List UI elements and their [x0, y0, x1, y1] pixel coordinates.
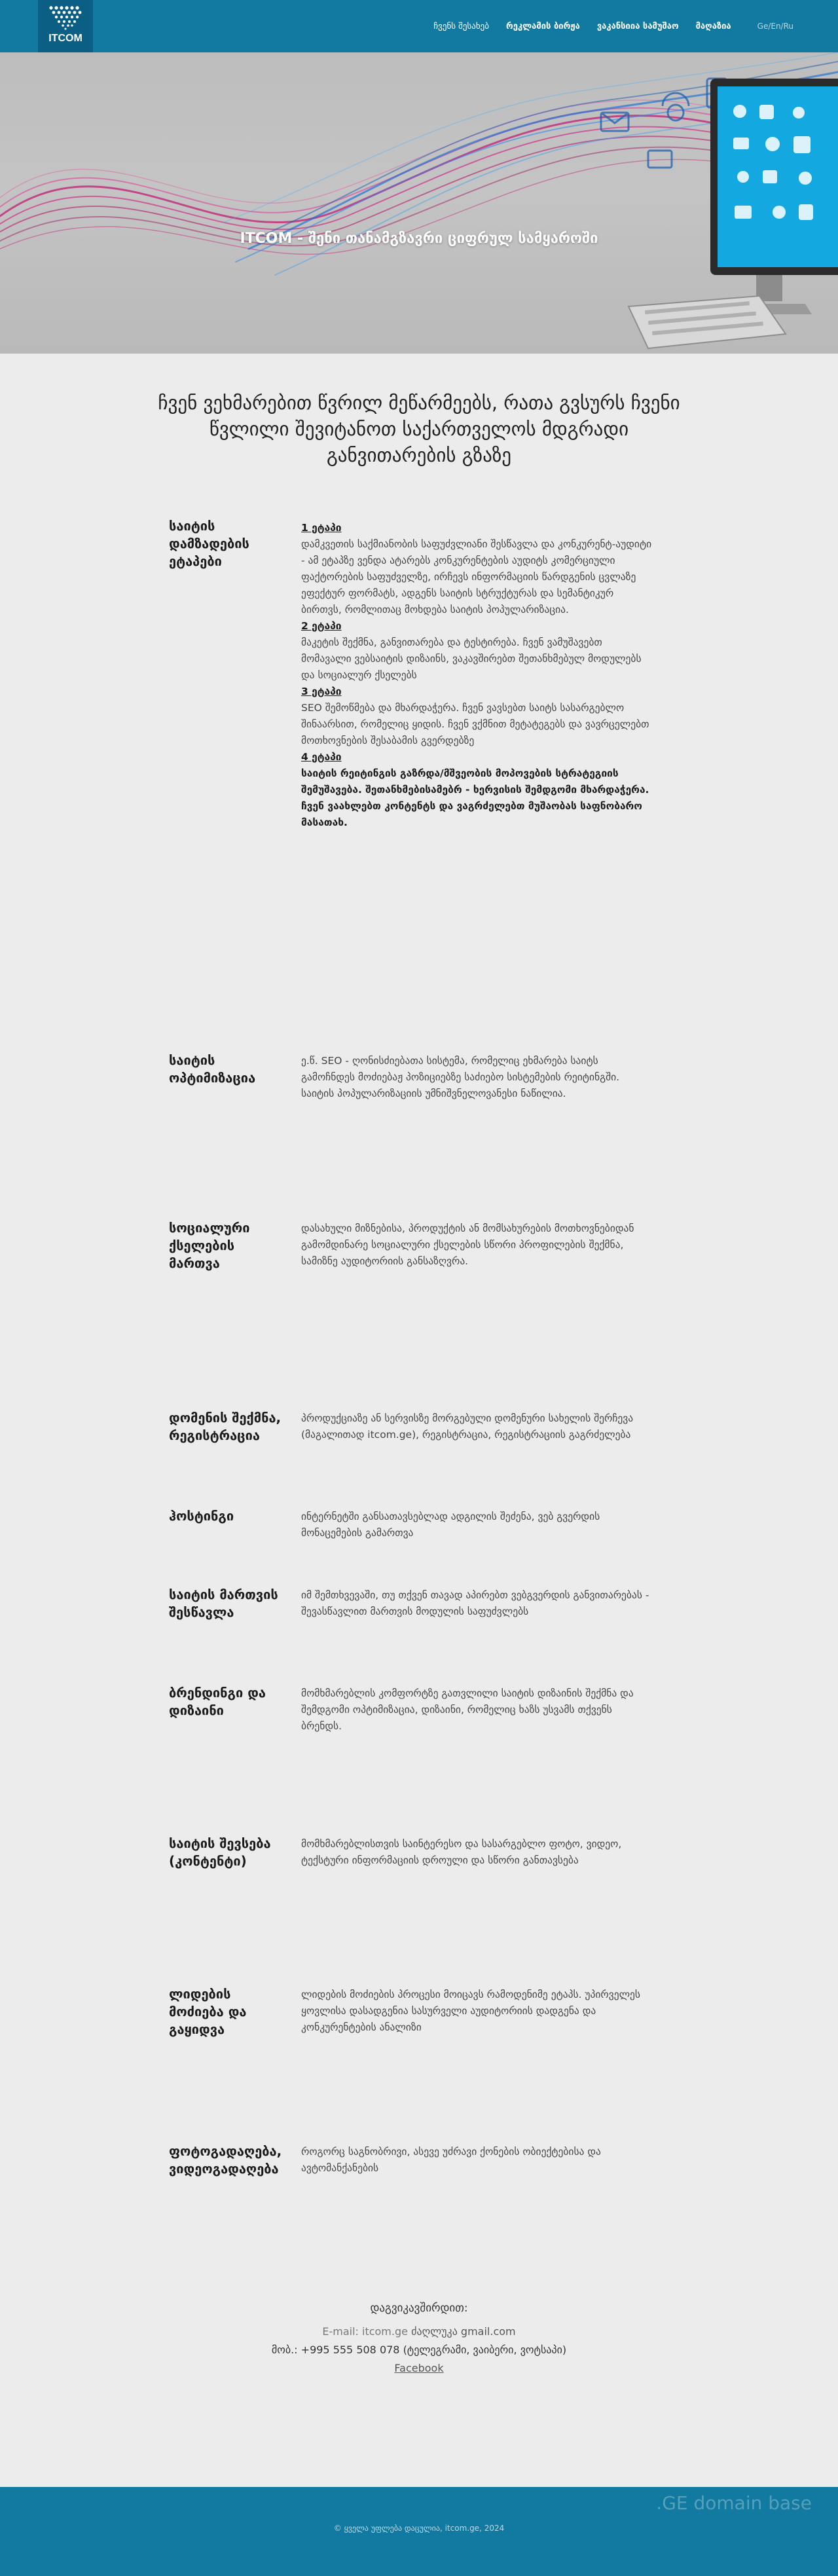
email-prefix: E-mail: itcom.ge: [322, 2325, 408, 2338]
email-domain: gmail.com: [460, 2325, 516, 2338]
nav-vacancies[interactable]: ვაკანსიია სამუშაო: [596, 21, 679, 31]
stage-2-text: მაკეტის შექმნა, განვითარება და ტესტირება. ჩვენ ვამუშავებთ მომავალი ვებსაიტის დიზაინს, ვაკავშირებთ შეთანხმებულ მოდულებს და სოციალურ ქსელებს: [301, 636, 642, 681]
hero-waves-illustration: [0, 52, 838, 354]
section-body: ე.წ. SEO - ღონისძიებათა სისტემა, რომელიც ეხმარება საიტს გამოჩნდეს მოძიებაჟ პოზიციებზე საძიებო სისტემების რეიტინგში. საიტის პოპულარიზაციის უმნიშვნელოვანესი ნაწილია.: [301, 1055, 620, 1099]
logo-globe-icon: [46, 4, 85, 31]
main-nav: [433, 0, 793, 52]
contact-email: [0, 2323, 838, 2341]
stage-3-text: SEO შემოწმება და მხარდაჭერა. ჩვენ ვავსებთ საიტს სასარგებლო შინაარსით, რომელიც ყიდის. ჩვენ ვქმნით მეტატეგებს და ვავრცელებთ მოთხოვნების შესაბამის გვერდებზე: [301, 702, 649, 746]
section-title: საიტის ოპტიმიზაცია: [169, 1052, 256, 1086]
stage-1-label: 1 ეტაპი: [301, 522, 342, 534]
monitor-illustration: [628, 79, 838, 348]
section-body: როგორც საგნობრივი, ასევე უძრავი ქონების ობიექტებისა და ავტომანქანების: [301, 2146, 601, 2174]
section-body: ინტერნეტში განსათავსებლად ადგილის შეძენა, ვებ გვერდის მონაცემების გამართვა: [301, 1511, 600, 1539]
section-body: პროდუქციაზე ან სერვისზე მორგებული დომენური სახელის შერჩევა (მაგალითად itcom.ge), რეგისტრაცია, რეგისტრაციის გაგრძელება: [301, 1412, 634, 1441]
section-body: [301, 520, 655, 831]
section-body: ლიდების მოძიების პროცესი მოიცავს რამოდენიმე ეტაპს. უპირველეს ყოვლისა დასადგენია სასურველი აუდიტორიის დადგენა და კონკურენტების ანალიზი: [301, 1989, 641, 2033]
email-at: ძაღლუკა: [411, 2325, 458, 2338]
section-body: მომხმარებლის კომფორტზე გათვლილი საიტის დიზაინის შექმნა და შემდგომი ოპტიმიზაცია, დიზაინი, რომელიც ხაზს უსვამს თქვენს ბრენდს.: [301, 1687, 634, 1732]
section-title: საიტის დამზადების ეტაპები: [169, 518, 249, 569]
site-footer: [0, 2487, 838, 2576]
contact-heading: დაგვიკავშირდით:: [370, 2302, 468, 2315]
stage-4-label: 4 ეტაპი: [301, 751, 342, 763]
section-title: ლიდების მოძიება და გაყიდვა: [169, 1986, 247, 2037]
stage-2-label: 2 ეტაპი: [301, 620, 342, 632]
section-title: დომენის შექმნა, რეგისტრაცია: [169, 1410, 282, 1443]
section-title: ბრენდინგი და დიზაინი: [169, 1685, 266, 1718]
section-title: ჰოსტინგი: [169, 1508, 234, 1524]
stage-4-text: საიტის რეიტინგის გაზრდა/მშვეობის მოპოვების სტრატეგიის შემუშავება. შეთანხმებისამებრ - ხერვისის შემდგომი მხარდაჭერა. ჩვენ ვაახლებთ კონტენტს და ვაგრძელებთ მუშაობას საფნობარო მასათახ.: [301, 767, 649, 828]
nav-ad-exchange[interactable]: რეკლამის ბირჟა: [506, 21, 580, 31]
section-body: დასახული მიზნებისა, პროდუქტის ან მომსახურების მოთხოვნებიდან გამომდინარე სოციალური ქსელების სწორი პროფილების შექმნა, სამიზნე აუდიტორიის განსაზღვრა.: [301, 1223, 634, 1267]
contact-phone: მობ.: +995 555 508 078 (ტელეგრამი, ვაიბერი, ვოტსაპი): [271, 2344, 567, 2356]
facebook-link[interactable]: Facebook: [394, 2362, 444, 2374]
contact-block: [0, 2302, 838, 2378]
domain-watermark: .GE domain base: [656, 2492, 812, 2514]
section-body: იმ შემთხვევაში, თუ თქვენ თავად აპირებთ ვებგვერდის განვითარებას - შევასწავლით მართვის მოდულის საფუძვლებს: [301, 1589, 649, 1617]
nav-shop[interactable]: მაღაზია: [695, 21, 731, 31]
site-logo[interactable]: [38, 0, 93, 52]
page-headline: ჩვენ ვეხმარებით წვრილ მეწარმეებს, რათა გვსურს ჩვენი წვლილი შევიტანოთ საქართველოს მდგრადი განვითარების გზაზე: [158, 392, 680, 466]
nav-about[interactable]: ჩვენს შესახებ: [433, 21, 490, 31]
language-switcher[interactable]: Ge/En/Ru: [757, 22, 793, 31]
stage-1-text: დამკვეთის საქმიანობის საფუძვლიანი შესწავლა და კონკურენტ-აუდიტი - ამ ეტაპზე ვენდა ატარებს კონკურენტების აუდიტს კომერციული ფაქტორების საფუძველზე, ირჩევს ინფორმაციის წარდგენის ცვლაზე ეფექტურ ფორმატს, ადგენს საიტის სტრუქტურას და სემანტიკურ ბირთვს, რომლითაც მოხდება საიტის პოპულარიზაცია.: [301, 538, 652, 616]
section-title: საიტის შევსება (კონტენტი): [169, 1835, 271, 1869]
stage-3-label: 3 ეტაპი: [301, 686, 342, 697]
copyright-text: © ყველა უფლება დაცულია, itcom.ge, 2024: [333, 2524, 505, 2533]
hero-title: ITCOM - შენი თანამგზავრი ციფრულ სამყაროში: [240, 230, 598, 247]
section-title: ფოტოგადაღება, ვიდეოგადაღება: [169, 2143, 282, 2177]
top-navigation-bar: [0, 0, 838, 52]
hero-banner: [0, 52, 838, 354]
section-body: მომხმარებლისთვის საინტერესო და სასარგებლო ფოტო, ვიდეო, ტექსტური ინფორმაციის დროული და სწორი განთავსება: [301, 1838, 622, 1866]
section-title: საიტის მართვის შესწავლა: [169, 1587, 278, 1620]
logo-text: ITCOM: [48, 33, 82, 44]
section-title: სოციალური ქსელების მართვა: [169, 1220, 250, 1271]
